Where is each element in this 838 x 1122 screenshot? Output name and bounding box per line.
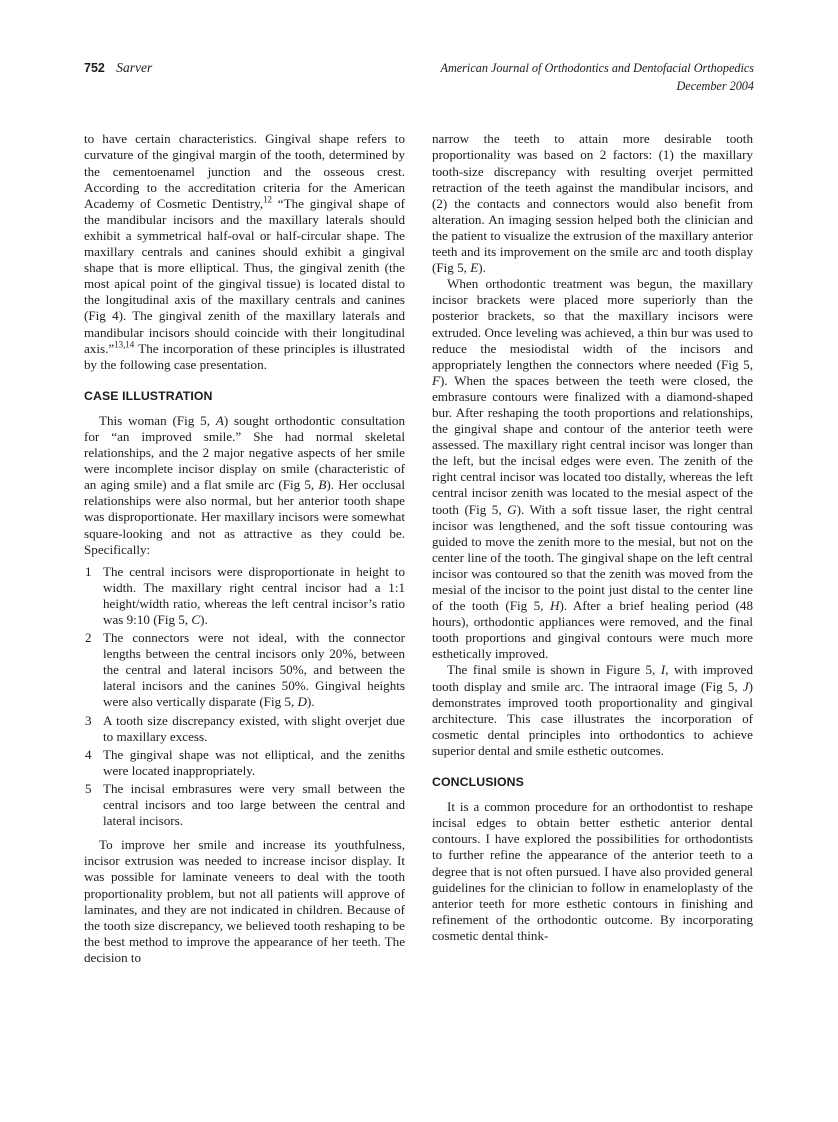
list-item: [84, 564, 405, 628]
list-item: [84, 747, 405, 779]
paragraph-conclusions: It is a common procedure for an orthodontist to reshape incisal edges to obtain better esthetic anterior dental contours. I have explored the possibilities for orthodontists to further refine the appearance of the anterior teeth to a degree that is not often pursued. I have also provided general guidelines for the clinician to follow in enameloplasty of the anterior teeth for more esthetic contours in finishing and refinement of the orthodontic outcome. By incorporating cosmetic dental think-: [432, 799, 753, 943]
article-body: [84, 131, 754, 966]
paragraph-narrow-teeth: narrow the teeth to attain more desirable tooth proportionality was based on 2 factors: (1) the maxillary tooth-size discrepancy with resulting overjet permitted retraction of the teeth against the mandibular incisors, and (2) the contacts and connectors would also benefit from alteration. An imaging session helped both the clinician and the patient to visualize the extrusion of the maxillary anterior teeth and its improvement on the smile arc and tooth display (Fig 5, E).: [432, 131, 753, 276]
numbered-list: [84, 564, 405, 830]
issue-date: December 2004: [676, 78, 754, 93]
list-number: 2: [85, 630, 92, 646]
right-column: [432, 131, 753, 966]
paragraph-treatment: When orthodontic treatment was begun, the maxillary incisor brackets were placed more superiorly than the posterior brackets, so that the maxillary incisors were extruded. Once leveling was achieved, a thin bur was used to reduce the mesiodistal width of the incisors and appropriately lengthen the connectors where needed (Fig 5, F). When the spaces between the teeth were closed, the embrasure contours were finalized with a diamond-shaped bur. After reshaping the tooth proportions and relationships, the gingival shape and contour of the anterior teeth were assessed. The maxillary right central incisor was longer than the left, but the incisal edges were even. The zenith of the right central incisor was located too distally, whereas the left central incisor zenith was located to the mesial aspect of the tooth (Fig 5, G). With a soft tissue laser, the right central incisor was lengthened, and the soft tissue contouring was guided to move the zenith more to the mesial, but not on the center line of the tooth. The gingival shape on the left central incisor was contoured so that the zenith was moved from the mesial of the incisor to the point just distal to the center line of the tooth (Fig 5, H). After a brief healing period (48 hours), orthodontic appliances were removed, and the final tooth proportions and gingival contours were much more esthetically improved.: [432, 276, 753, 662]
list-item-text: The central incisors were disproportionate in height to width. The maxillary right central incisor had a 1:1 height/width ratio, whereas the left central incisor’s ratio was 9:10 (Fig 5, C).: [103, 563, 405, 627]
list-item-text: The incisal embrasures were very small between the central incisors and too large between the central and lateral incisors.: [103, 780, 405, 829]
list-item: [84, 630, 405, 710]
list-item: [84, 713, 405, 745]
running-author: Sarver: [116, 60, 153, 75]
running-head-right: [441, 60, 754, 95]
list-item-text: The gingival shape was not elliptical, and the zeniths were located inappropriately.: [103, 746, 405, 778]
paragraph-gingival-shape: to have certain characteristics. Gingival shape refers to curvature of the gingival margin of the tooth, determined by the cementoenamel junction and the osseous crest. According to the accreditation criteria for the American Academy of Cosmetic Dentistry,$^{12}$ “The gingival shape of the mandibular incisors and the maxillary laterals should exhibit a symmetrical half-oval or half-circular shape. The maxillary centrals and canines should exhibit a gingival shape that is more elliptical. Thus, the gingival zenith (the most apical point of the gingival tissue) is located distal to the longitudinal axis of the maxillary centrals and canines (Fig 4). The gingival zenith of the maxillary laterals and mandibular incisors should coincide with their longitudinal axis.”$^{13,14}$ The incorporation of these principles is illustrated by the following case presentation.: [84, 131, 405, 372]
section-heading-conclusions: CONCLUSIONS: [432, 775, 524, 790]
list-item-text: The connectors were not ideal, with the connector lengths between the central incisors only 20%, between the central and lateral incisors 50%, and between the lateral incisors and the canines 50%. Gingival heights were also vertically disparate (Fig 5, D).: [103, 630, 405, 710]
page-number: 752: [84, 61, 105, 75]
list-item: [84, 781, 405, 829]
paragraph-final-smile: The final smile is shown in Figure 5, I, with improved tooth display and smile arc. The intraoral image (Fig 5, J) demonstrates improved tooth proportionality and gingival architecture. This case illustrates the incorporation of cosmetic dental principles into orthodontics to achieve superior dental and smile esthetic outcomes.: [432, 662, 753, 758]
running-head-left: [84, 60, 152, 76]
list-number: 3: [85, 712, 92, 728]
left-column: [84, 131, 405, 966]
paragraph-case-intro: This woman (Fig 5, A) sought orthodontic consultation for “an improved smile.” She had normal skeletal relationships, and the 2 major negative aspects of her smile were incomplete incisor display on smile (characteristic of an aging smile) and a flat smile arc (Fig 5, B). Her occlusal relationships were also normal, but her anterior tooth shape was disproportionate. Her maxillary incisors were somewhat square-looking and not as attractive as they could be. Specifically:: [84, 412, 405, 557]
list-number: 5: [85, 780, 92, 796]
list-item-text: A tooth size discrepancy existed, with slight overjet due to maxillary excess.: [103, 712, 405, 744]
paragraph-improve-smile: To improve her smile and increase its youthfulness, incisor extrusion was needed to increase incisor display. It was possible for laminate veneers to deal with the tooth proportionality problem, but not all patients will approve of laminates, and they are not indicated in children. Because of the tooth size discrepancy, we believed tooth reshaping to be the best method to improve the appearance of her teeth. The decision to: [84, 837, 405, 965]
page-header: [84, 60, 754, 95]
list-number: 4: [85, 746, 92, 762]
section-heading-case-illustration: CASE ILLUSTRATION: [84, 388, 213, 403]
journal-title: American Journal of Orthodontics and Dentofacial Orthopedics: [440, 61, 754, 75]
list-number: 1: [85, 563, 92, 579]
